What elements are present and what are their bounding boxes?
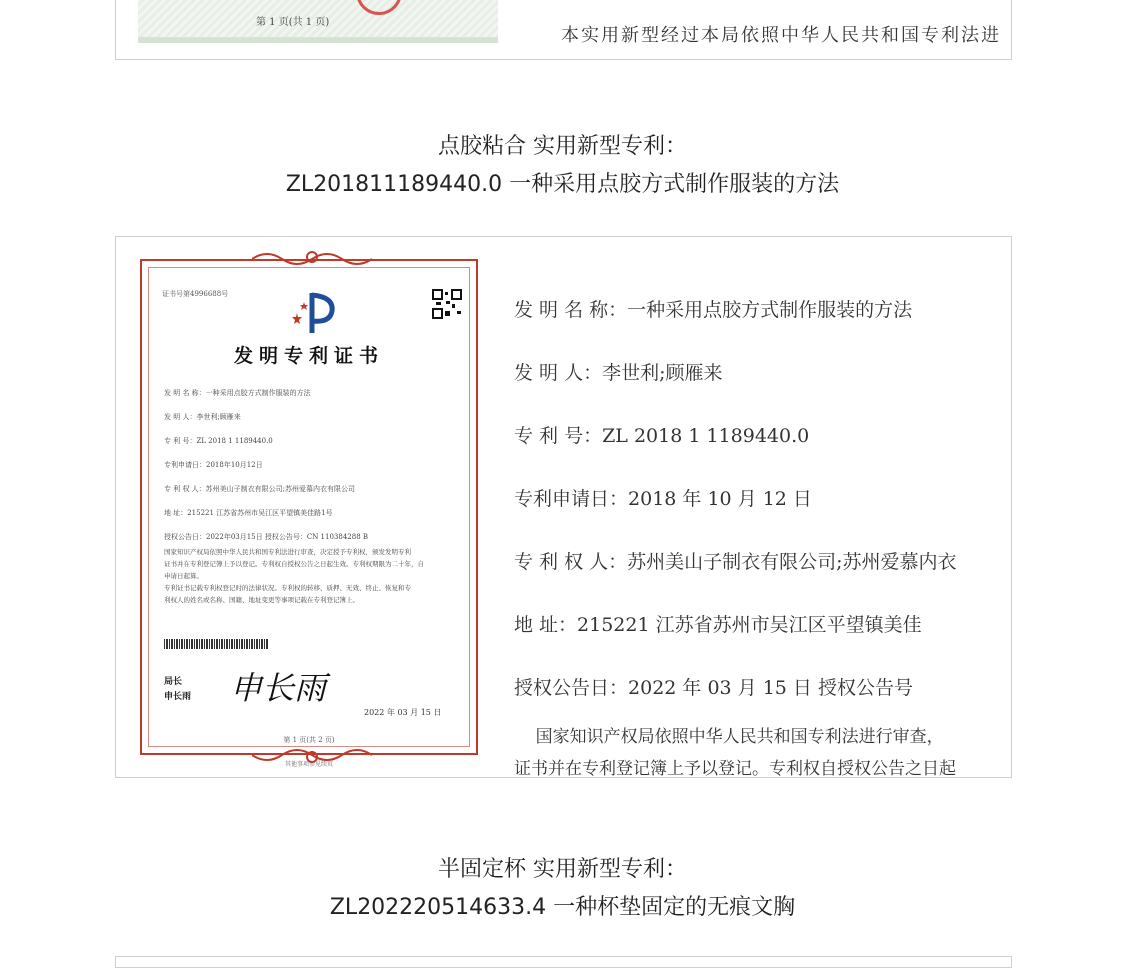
section-title-2 [0,851,1125,927]
certificate-body: 国家知识产权局依照中华人民共和国专利法进行审查，决定授予专利权，颁发发明专利 证书并在专利登记簿上予以登记。专利权自授权公告之日起生效。专利权期限为二十年，自 申请日起算。 专利证书记载专利权登记时的法律状况。专利权的转移、质押、无效、终止、恢复和专 利权人的姓名或名称、国籍、地址变更等事项记载在专利登记簿上。 [164,548,424,604]
section-title-line2: ZL201811189440.0 一种采用点胶方式制作服装的方法 [285,172,840,197]
section-title-1 [0,128,1125,204]
cert-row: 发 明 人：李世利;顾雁来 [164,413,241,421]
certificate-date: 2022 年 03 月 15 日 [364,708,442,717]
top-certificate-image [115,0,1012,60]
director-label: 局长 申长雨 [164,677,192,702]
info-row: 地 址：215221 江苏省苏州市吴江区平望镇美佳 [514,614,922,636]
info-row: 发 明 人：李世利;顾雁来 [514,362,723,384]
cert-row: 专利申请日：2018年10月12日 [164,461,263,469]
ornament-icon [252,249,372,267]
cert-row: 专 利 号：ZL 2018 1 1189440.0 [164,437,273,445]
section-title-line2: ZL202220514633.4 一种杯垫固定的无痕文胸 [329,895,796,920]
cert-row: 专 利 权 人：苏州美山子制衣有限公司;苏州爱慕内衣有限公司 [164,485,356,493]
cnipa-logo-icon [282,287,342,337]
next-certificate-image [115,956,1012,968]
certificate-number: 证书号第4996688号 [162,290,229,298]
certificate-title: 发明专利证书 [233,345,384,367]
barcode [164,639,268,649]
section-title-line1: 点胶粘合 实用新型专利： [438,134,687,159]
cert-row: 发 明 名 称：一种采用点胶方式制作服装的方法 [164,389,311,397]
handwritten-signature: 申长雨 [230,669,327,707]
qr-code-icon [432,289,462,319]
certificate [140,259,478,768]
page-label: 第 1 页(共 1 页) [256,17,330,28]
info-row: 发 明 名 称：一种采用点胶方式制作服装的方法 [514,299,913,321]
cert-row: 地 址：215221 江苏省苏州市吴江区平望镇美佳路1号 [164,509,333,517]
certificate-footer: 其他事项参见续页 [284,761,333,768]
certificate-text: 本实用新型经过本局依照中华人民共和国专利法进 [561,25,1001,46]
info-row: 专 利 号：ZL 2018 1 1189440.0 [514,425,810,447]
certificate-page: 第 1 页(共 2 页) [283,736,335,744]
info-row: 授权公告日：2022 年 03 月 15 日 授权公告号 [514,677,913,699]
info-row: 专 利 权 人：苏州美山子制衣有限公司;苏州爱慕内衣 [514,551,957,573]
info-row: 专利申请日：2018 年 10 月 12 日 [514,488,812,510]
section-title-line1: 半固定杯 实用新型专利： [438,857,687,882]
info-body: 国家知识产权局依照中华人民共和国专利法进行审查， 证书并在专利登记簿上予以登记。专利权自授权公告之日起 [514,727,956,778]
patent-certificate-image [115,236,1012,778]
cert-row: 授权公告日：2022年03月15日 授权公告号：CN 110384288 B [164,533,369,541]
